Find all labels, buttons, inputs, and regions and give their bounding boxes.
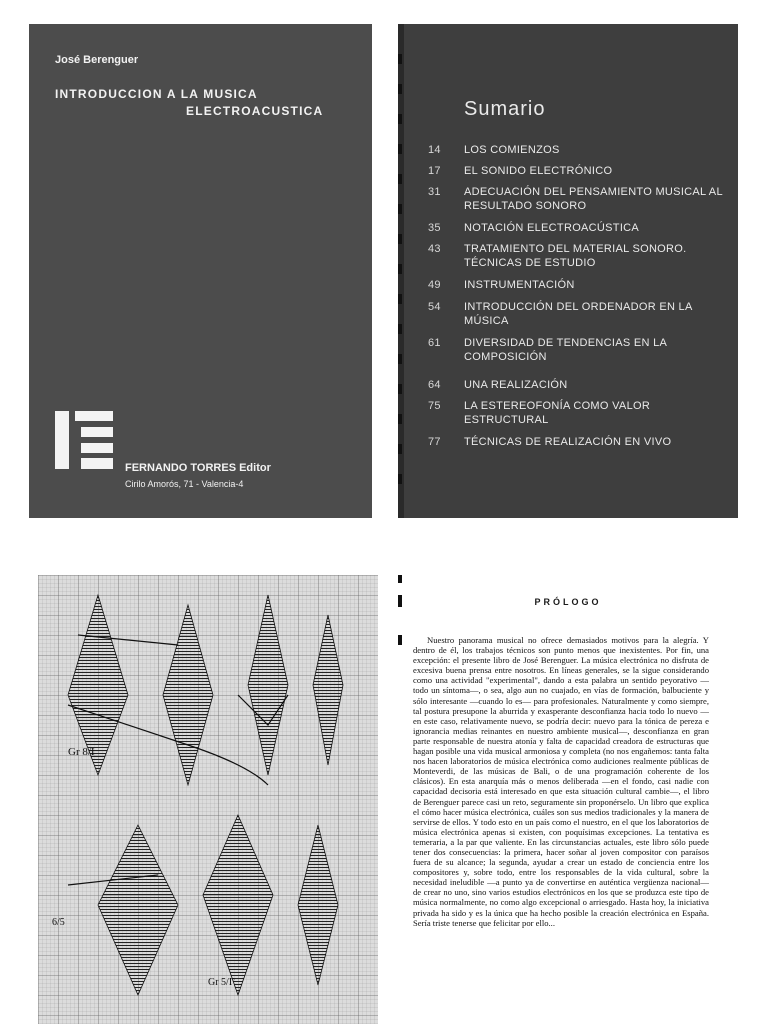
toc-title: TRATAMIENTO DEL MATERIAL SONORO. TÉCNICAS DE ESTUDIO	[464, 243, 687, 269]
toc-page-number: 35	[428, 222, 441, 234]
electronic-score-graph-icon	[38, 575, 378, 1024]
toc-page-number: 14	[428, 144, 441, 156]
prologue-page	[398, 575, 738, 1024]
publisher-logo-icon	[55, 411, 113, 469]
spiral-binding-icon	[398, 24, 404, 518]
page-binding-marks-icon	[398, 575, 404, 1024]
toc-page-number: 61	[428, 337, 441, 349]
cover-address: Cirilo Amorós, 71 - Valencia-4	[125, 479, 244, 489]
electronic-score-page	[38, 575, 378, 1024]
prologue-text: Nuestro panorama musical no ofrece demasiados motivos para la alegría. Y dentro de él, los trabajos técnicos son punto menos que inexistentes. Por fin, una excepción: el presente libro de José Berenguer. La música electrónica no disfruta de excesiva buena prensa entre nosotros. En líneas generales, se la sigue considerando como una actividad "experimental", dando a esta palabra un sentido peyorativo —todo un síntoma—, o sea, algo aun no cuajado, en vías de formación, balbuciente y sólo interesante —cuando lo es— para profesionales. Naturalmente y como siempre, tal postura presupone la aburrida y exasperante desconfianza hacia todo lo nuevo —en este caso, relativamente nuevo, se podría decir: nuevo para la tónica de pereza e ignorancia medias reinantes en nuestro ambiente musical—, desconfianza en gran parte responsable de nuestra atonía y falta de capacidad creadora de estructuras que hagan posible una vida musical armoniosa y completa (no nos engañemos: tanta falta nos hacen laboratorios de música electrónica como audiciones realmente públicas de Monteverdi, de las músicas de Bali, o de una programación coherente de los clásicos). En esta anarquía más o menos deliberada —en el fondo, casi nadie con capacidad decisoria está interesado en que esta situación cultural cambie—, el libro de Berenguer parece casi un reto, seguramente sin proponérselo. Un libro que explica el cómo hacer música electrónica, cuáles son sus medios tradicionales y la manera de servirse de ellos. Y todo esto en un país como el nuestro, en el que los laboratorios de música electrónica apenas si existen, con poquísimas excepciones. La tentativa es temeraria, a la par que valiente. En las circunstancias actuales, este libro sólo puede tener dos consecuencias: la primera, hacer soñar al joven compositor con paraísos fuera de su alcance; la segunda, ayudar a crear un estado de conciencia entre los compositores y, sobre todo, entre los responsables de la vida cultural, sobre la necesidad ineludible —a punto ya de convertirse en auténtica vergüenza nacional— de crear no uno, sino varios estudios electrónicos en los que se produzca este tipo de música normalmente, no como algo excepcional o arriesgado. Hasta hoy, la iniciativa privada ha sido y es la única que ha hecho posible la creación electrónica en España. Sería triste tenerse que felicitar por ello...	[413, 635, 709, 928]
toc-title: EL SONIDO ELECTRÓNICO	[464, 165, 613, 177]
prologue-heading: PRÓLOGO	[534, 597, 602, 607]
toc-page-number: 17	[428, 165, 441, 177]
toc-title: LOS COMIENZOS	[464, 144, 560, 156]
toc-page-number: 64	[428, 379, 441, 391]
cover-title-line1: INTRODUCCION A LA MUSICA	[55, 87, 258, 101]
toc-page-number: 54	[428, 301, 441, 313]
toc-page-number: 31	[428, 186, 441, 198]
graph-label-3: Gr 5/Γ	[208, 977, 235, 988]
toc-title: LA ESTEREOFONÍA COMO VALOR ESTRUCTURAL	[464, 400, 651, 426]
graph-label-2: 6/5	[52, 917, 65, 928]
cover-publisher: FERNANDO TORRES Editor	[125, 462, 271, 474]
toc-title: NOTACIÓN ELECTROACÚSTICA	[464, 222, 640, 234]
toc-title: INTRODUCCIÓN DEL ORDENADOR EN LA MÚSICA	[464, 301, 692, 327]
toc-title: DIVERSIDAD DE TENDENCIAS EN LA COMPOSICIÓN	[464, 337, 667, 363]
summary-heading: Sumario	[464, 98, 546, 120]
graph-label-1: Gr 8/I	[68, 746, 95, 758]
cover-author: José Berenguer	[55, 54, 139, 66]
toc-title: TÉCNICAS DE REALIZACIÓN EN VIVO	[464, 436, 672, 448]
toc-title: ADECUACIÓN DEL PENSAMIENTO MUSICAL AL RESULTADO SONORO	[464, 186, 723, 212]
book-cover	[29, 24, 372, 518]
cover-title-line2: ELECTROACUSTICA	[186, 104, 324, 118]
toc-page-number: 75	[428, 400, 441, 412]
toc-title: UNA REALIZACIÓN	[464, 379, 568, 391]
toc-page-number: 77	[428, 436, 441, 448]
table-of-contents-page	[398, 24, 738, 518]
toc-title: INSTRUMENTACIÓN	[464, 279, 575, 291]
toc-page-number: 49	[428, 279, 441, 291]
toc-page-number: 43	[428, 243, 441, 255]
